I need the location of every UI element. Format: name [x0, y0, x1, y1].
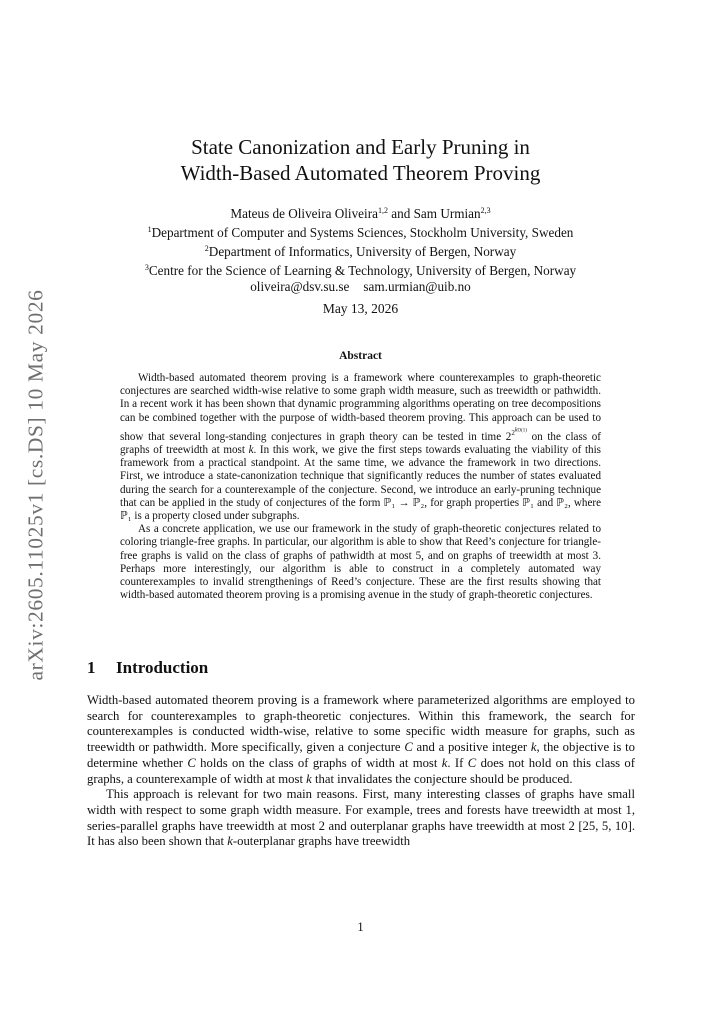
- intro-p1-var-k: k: [530, 740, 537, 755]
- introduction-body: [87, 693, 635, 850]
- abstract-p1-text-c: . In this work, we give the first steps towards evaluating the viability of this framework from a practical standpoint. At the same time, we advance the framework in two directions. First, we introduce a state-canonization technique that significantly reduces the number of states evaluated during the search for a counterexample of the conjecture. Second, we introduce an early-pruning technique that can be applied in the study of conjectures of the form ℙ₁ → ℙ₂, for graph properties ℙ₁ and ℙ₂, where ℙ₁ is a property closed under subgraphs.: [120, 444, 602, 523]
- page-number: 1: [357, 920, 364, 934]
- intro-p1-text-b: and a positive integer: [412, 740, 531, 755]
- intro-p1-var-k: k: [441, 755, 448, 770]
- intro-p2-var-k: k: [227, 834, 233, 849]
- intro-p1-var-c: C: [187, 755, 196, 770]
- affiliation-3: [0, 260, 721, 279]
- abstract-body: [120, 372, 601, 602]
- intro-p2-text-b: -outerplanar graphs have treewidth: [232, 834, 411, 849]
- author-emails: [0, 279, 721, 295]
- intro-paragraph-1: [87, 693, 635, 787]
- intro-p1-var-c: C: [404, 740, 413, 755]
- time-bound-exp-base: 2: [511, 429, 515, 438]
- abstract-p1-var-k: k: [248, 444, 254, 457]
- paper-title: [0, 134, 721, 186]
- abstract-p1-text-a: Width-based automated theorem proving is a framework where counterexamples to graph-theoretic conjectures are searched width-wise relative to some graph width measure, such as treewidth or pathwidth. In a recent work it has been shown that dynamic programming algorithms operating on tree decompositions can be combined together with the purpose of width-based theorem proving. This approach can be used to show that several long-standing conjectures in graph theory can be tested in time: [120, 372, 601, 443]
- author-conjunction: and: [387, 206, 414, 221]
- author-2-affiliation-marks: 2,3: [480, 206, 491, 215]
- intro-p1-text-g: that invalidates the conjecture should be produced.: [311, 771, 573, 786]
- abstract-heading: Abstract: [339, 350, 382, 362]
- paper-title-line-1: State Canonization and Early Pruning in: [191, 135, 530, 159]
- affiliation-1-mark: 1: [147, 225, 152, 234]
- author-names: [0, 203, 721, 222]
- intro-p1-var-c: C: [467, 755, 477, 770]
- abstract-p1-text-b: on the class of graphs of treewidth at most: [120, 430, 601, 457]
- affiliation-1: [0, 222, 721, 241]
- paper-title-line-2: Width-Based Automated Theorem Proving: [180, 161, 541, 185]
- intro-paragraph-2: [87, 787, 635, 850]
- arxiv-identifier-text: arXiv:2605.11025v1 [cs.DS] 10 May 2026: [23, 289, 48, 681]
- paper-date: May 13, 2026: [322, 301, 399, 316]
- intro-p1-text-e: . If: [447, 755, 468, 770]
- email-2[interactable]: sam.urmian@uib.no: [363, 279, 471, 294]
- section-title: Introduction: [116, 658, 209, 677]
- affiliation-1-text: Department of Computer and Systems Sciences, Stockholm University, Sweden: [151, 225, 574, 240]
- affiliation-3-mark: 3: [144, 263, 149, 272]
- abstract-paragraph-2: As a concrete application, we use our framework in the study of graph-theoretic conjectures related to coloring triangle-free graphs. In particular, our algorithm is able to show that Reed’s conjecture for triangle-free graphs is valid on the class of graphs of pathwidth at most 5, and on graphs of treewidth at most 3. Perhaps more interestingly, our algorithm is able to construct in a completely automated way counterexamples to invalid strengthenings of Reed’s conjecture. These are the first results showing that width-based automated theorem proving is a promising avenue in the study of graph-theoretic conjectures.: [120, 523, 601, 602]
- author-block: [0, 203, 721, 295]
- intro-p1-text-c: , the objective is to determine whether: [87, 740, 635, 770]
- author-1: Mateus de Oliveira Oliveira: [230, 206, 378, 221]
- affiliation-2: [0, 241, 721, 260]
- intro-p1-var-k: k: [306, 771, 312, 786]
- section-number: 1: [87, 658, 96, 677]
- section-heading: [87, 658, 208, 678]
- abstract-paragraph-1: [120, 372, 601, 523]
- intro-p1-text-a: Width-based automated theorem proving is a framework where parameterized algorithms are employed to search for counterexamples to graph-theoretic conjectures. Within this framework, the search for counterexamples is conducted width-wise, relative to some specific width measure for graphs, such as treewidth or pathwidth. More specifically, given a conjecture: [87, 693, 635, 755]
- time-bound-expression: [505, 427, 527, 443]
- intro-p1-text-d: holds on the class of graphs of width at most: [195, 755, 442, 770]
- intro-p1-text-f: does not hold on this class of graphs, a counterexample of width at most: [87, 755, 635, 786]
- affiliation-2-text: Department of Informatics, University of Bergen, Norway: [208, 244, 517, 259]
- author-2: Sam Urmian: [413, 206, 481, 221]
- author-1-affiliation-marks: 1,2: [377, 206, 388, 215]
- email-1[interactable]: oliveira@dsv.su.se: [250, 279, 350, 294]
- time-bound-exp-o1: O(1): [517, 428, 527, 434]
- affiliation-3-text: Centre for the Science of Learning & Technology, University of Bergen, Norway: [148, 263, 577, 278]
- intro-p2-text-a: This approach is relevant for two main reasons. First, many interesting classes of graphs have small width with respect to some graph width measure. For example, trees and forests have treewidth at most 1, series-parallel graphs have treewidth at most 2 and outerplanar graphs have treewidth at most 2 [25, 5, 10]. It has also been shown that: [87, 787, 635, 849]
- time-bound-base: 2: [505, 430, 512, 443]
- time-bound-exp-k: k: [514, 427, 518, 434]
- affiliation-2-mark: 2: [204, 244, 209, 253]
- time-bound-exponent: [511, 429, 527, 437]
